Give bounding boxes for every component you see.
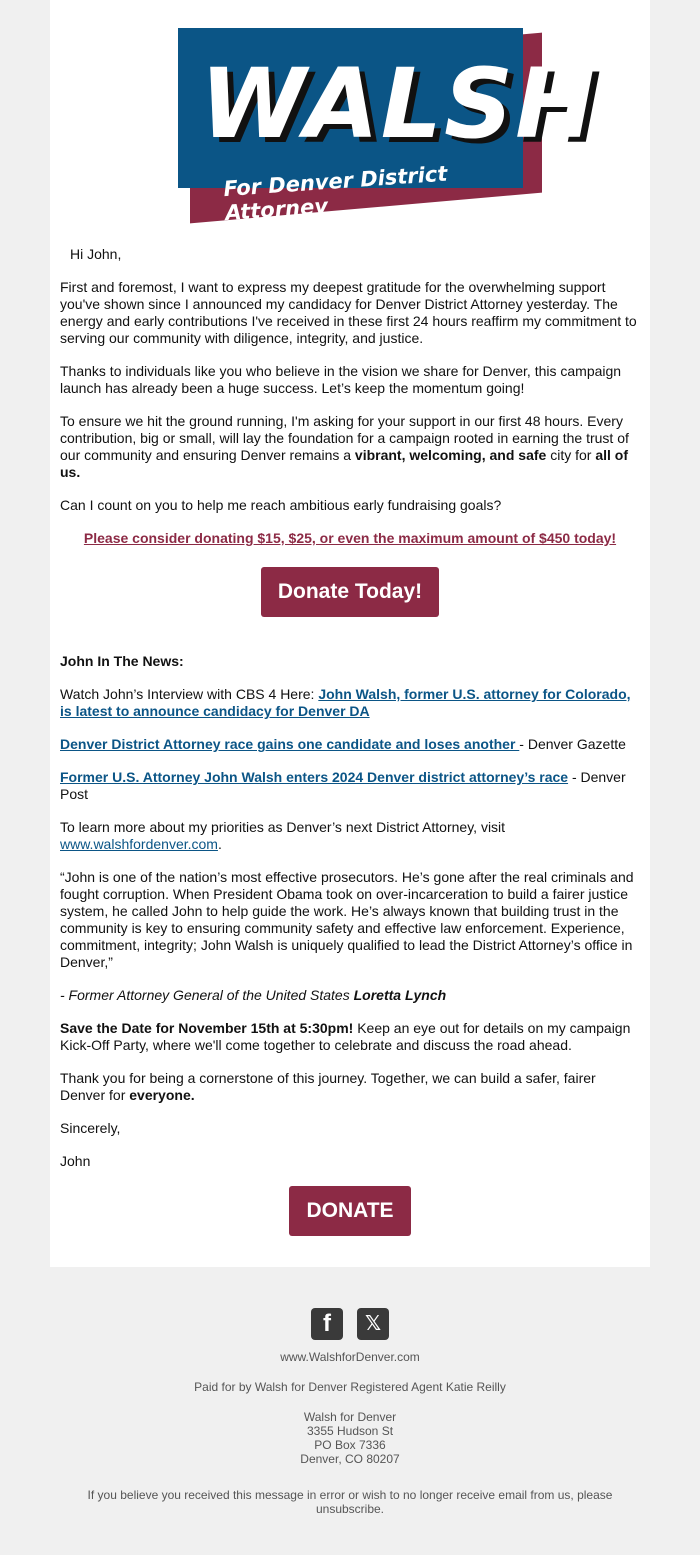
news-link-cbs[interactable]: John Walsh, former U.S. attorney for Colorado, is latest to announce candidacy for Denver DA	[60, 686, 631, 719]
donate-button[interactable]: DONATE	[289, 1186, 411, 1236]
facebook-icon[interactable]: f	[311, 1308, 343, 1340]
support-bold-end: all of us.	[60, 447, 628, 480]
learn-more-text: To learn more about my priorities as Denver’s next District Attorney, visit	[60, 819, 506, 835]
support-mid: city for	[546, 447, 596, 463]
paragraph-thanks	[60, 1070, 640, 1104]
footer-site-link[interactable]: www.WalshforDenver.com	[280, 1350, 420, 1364]
news-link-gazette[interactable]: Denver District Attorney race gains one candidate and loses another	[60, 736, 520, 752]
email-body	[60, 246, 640, 1252]
paragraph-gratitude: First and foremost, I want to express my deepest gratitude for the overwhelming support you've shown since I announced my candidacy for Denver District Attorney yesterday. The energy and early contributions I've received in these first 24 hours reaffirm my commitment to serving our community with diligence, integrity, and justice.	[60, 279, 637, 346]
paragraph-momentum: Thanks to individuals like you who believe in the vision we share for Denver, this campaign launch has already been a huge success. Let’s keep the momentum going!	[60, 363, 622, 396]
news-item-cbs-prefix: Watch John’s Interview with CBS 4 Here:	[60, 686, 319, 702]
signature: John	[60, 1153, 91, 1169]
save-date-bold: Save the Date for November 15th at 5:30pm!	[60, 1020, 354, 1036]
footer-address-line: PO Box 7336	[314, 1438, 386, 1452]
paragraph-support	[60, 413, 640, 481]
paragraph-learn-more	[60, 819, 640, 853]
paragraph-save-date	[60, 1020, 640, 1054]
news-item-gazette	[60, 736, 640, 753]
x-twitter-icon[interactable]: 𝕏	[357, 1308, 389, 1340]
news-item-post-source: - Denver Post	[60, 769, 626, 802]
donate-today-button[interactable]: Donate Today!	[261, 567, 439, 617]
news-item-cbs	[60, 686, 640, 720]
news-heading: John In The News:	[60, 653, 184, 669]
news-item-gazette-source: - Denver Gazette	[519, 736, 626, 752]
footer-paid-for: Paid for by Walsh for Denver Registered Agent Katie Reilly	[194, 1380, 506, 1394]
paragraph-ask: Can I count on you to help me reach ambitious early fundraising goals?	[60, 497, 502, 513]
attribution-title: - Former Attorney General of the United States	[60, 987, 354, 1003]
thanks-bold: everyone.	[129, 1087, 195, 1103]
thanks-text: Thank you for being a cornerstone of this journey. Together, we can build a safer, fairer Denver for	[60, 1070, 596, 1103]
attribution-name: Loretta Lynch	[353, 987, 447, 1003]
support-text: To ensure we hit the ground running, I'm asking for your support in our first 48 hours. Every contribution, big or small, will lay the foundation for a campaign rooted in earning the trust of our community and ensuring Denver remains a	[60, 413, 629, 463]
footer-unsubscribe[interactable]: If you believe you received this message in error or wish to no longer receive email from us, please unsubscribe.	[87, 1488, 613, 1516]
news-link-post[interactable]: Former U.S. Attorney John Walsh enters 2024 Denver district attorney’s race	[60, 769, 569, 785]
website-link[interactable]: www.walshfordenver.com	[60, 836, 218, 852]
learn-more-period: .	[217, 836, 222, 852]
greeting: Hi John,	[70, 246, 122, 262]
social-links	[50, 1308, 650, 1340]
footer-address-line: Denver, CO 80207	[300, 1452, 400, 1466]
endorsement-quote: “John is one of the nation’s most effective prosecutors. He’s gone after the real criminals and fought corruption. When President Obama took on over-incarceration to build a fairer justice system, he called John to help guide the work. He’s always known that building trust in the community is key to ensuring community safety and effective law enforcement. Experience, commitment, integrity; John Walsh is uniquely qualified to lead the District Attorney’s office in Denver,”	[60, 869, 634, 970]
endorsement-attribution	[60, 987, 640, 1004]
campaign-logo	[178, 26, 598, 226]
email-footer	[50, 1290, 650, 1516]
donation-amount-link[interactable]: Please consider donating $15, $25, or even the maximum amount of $450 today!	[83, 530, 617, 546]
signoff: Sincerely,	[60, 1120, 121, 1136]
save-date-text: Keep an eye out for details on my campaign Kick-Off Party, where we'll come together to celebrate and discuss the road ahead.	[60, 1020, 631, 1053]
footer-address-line: Walsh for Denver	[303, 1410, 397, 1424]
news-item-post	[60, 769, 640, 803]
support-bold: vibrant, welcoming, and safe	[354, 447, 547, 463]
logo-subtitle: For Denver District Attorney	[222, 161, 449, 226]
footer-address-line: 3355 Hudson St	[306, 1424, 394, 1438]
logo-name: WALSH	[200, 48, 598, 160]
